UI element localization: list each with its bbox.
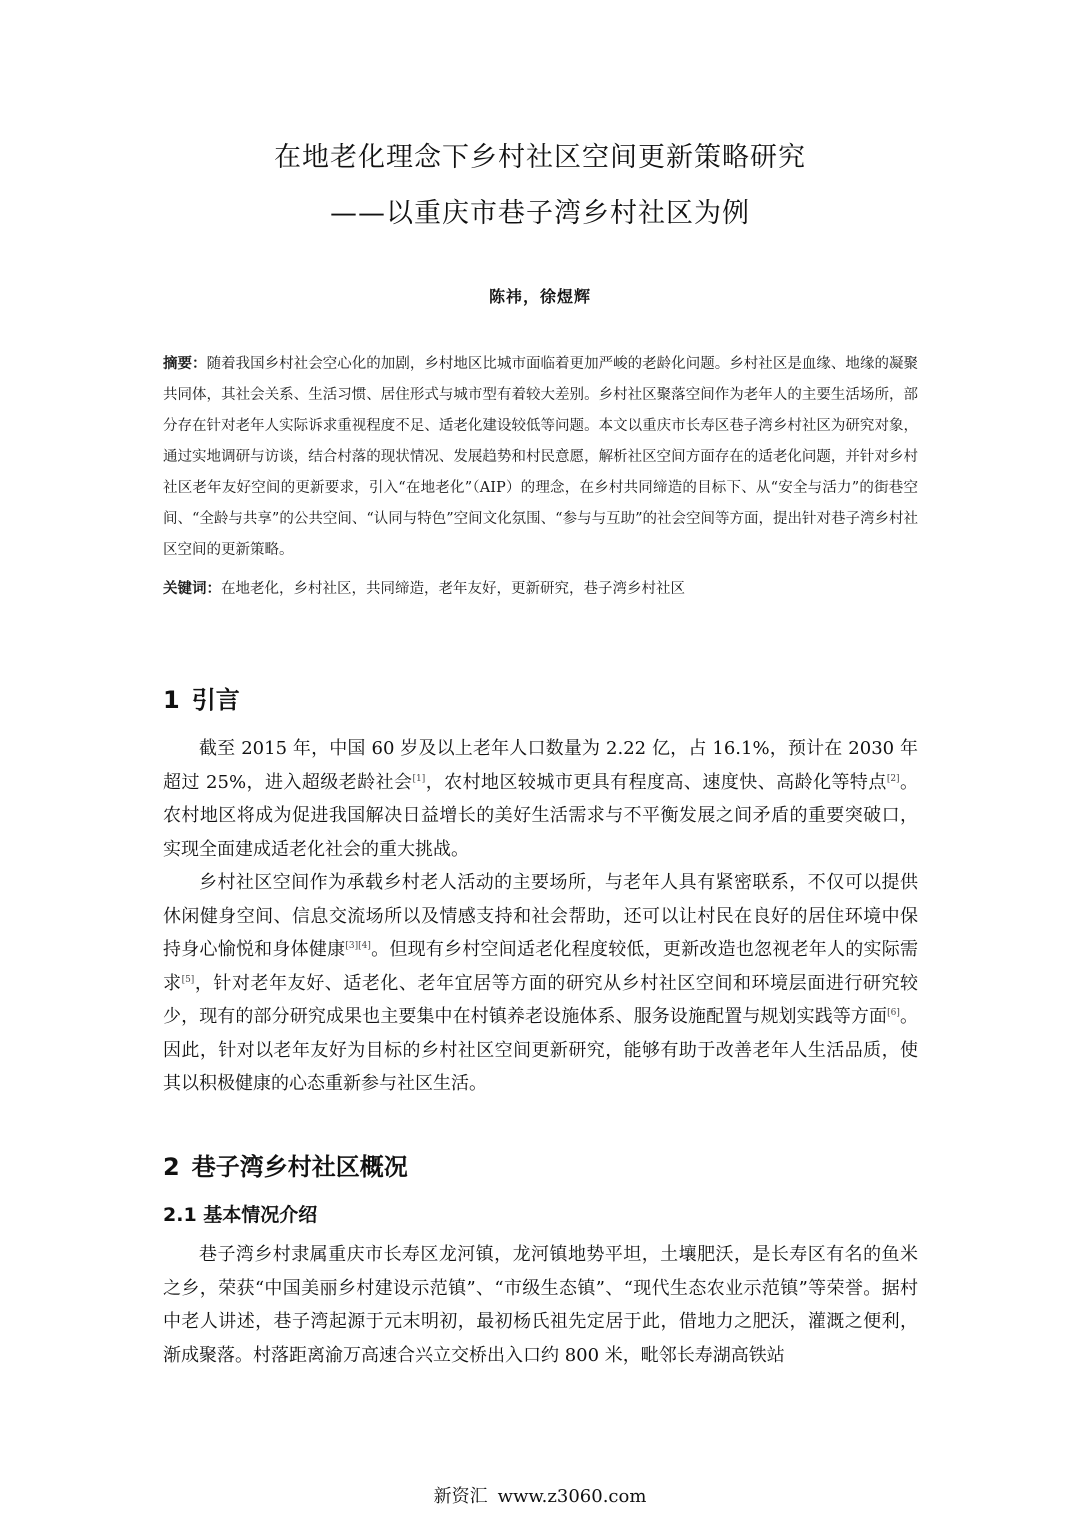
abstract-label: 摘要： bbox=[163, 355, 207, 372]
text-run: ，针对老年友好、适老化、老年宜居等方面的研究从乡村社区空间和环境层面进行研究较少，现有的部分研究成果也主要集中在村镇养老设施体系、服务设施配置与规划实践等方面 bbox=[163, 972, 919, 1027]
citation[interactable]: [2] bbox=[886, 773, 900, 784]
abstract-text: 随着我国乡村社会空心化的加剧，乡村地区比城市面临着更加严峻的老龄化问题。乡村社区是血缘、地缘的凝聚共同体，其社会关系、生活习惯、居住形式与城市型有着较大差别。乡村社区聚落空间作为老年人的主要生活场所，部分存在针对老年人实际诉求重视程度不足、适老化建设较低等问题。本文以重庆市长寿区巷子湾乡村社区为研究对象，通过实地调研与访谈，结合村落的现状情况、发展趋势和村民意愿，解析社区空间方面存在的适老化问题，并针对乡村社区老年友好空间的更新要求，引入“在地老化”（AIP）的理念，在乡村共同缔造的目标下、从“安全与活力”的街巷空间、“全龄与共享”的公共空间、“认同与特色”空间文化氛围、“参与与互助”的社会空间等方面，提出针对巷子湾乡村社区空间的更新策略。 bbox=[163, 356, 918, 558]
subsection-heading: 2.1 基本情况介绍 bbox=[163, 1204, 318, 1226]
paragraph bbox=[163, 732, 918, 866]
paper-title: 在地老化理念下乡村社区空间更新策略研究 bbox=[274, 142, 806, 173]
section-number: 1 bbox=[163, 686, 180, 714]
text-run: 。农村地区将成为促进我国解决日益增长的美好生活需求与不平衡发展之间矛盾的重要突破口，实现全面建成适老化社会的重大挑战。 bbox=[163, 771, 919, 860]
paragraph: 巷子湾乡村隶属重庆市长寿区龙河镇，龙河镇地势平坦，土壤肥沃，是长寿区有名的鱼米之乡，荣获“中国美丽乡村建设示范镇”、“市级生态镇”、“现代生态农业示范镇”等荣誉。据村中老人讲述，巷子湾起源于元末明初，最初杨氏祖先定居于此，借地力之肥沃，灌溉之便利，渐成聚落。村落距离渝万高速合兴立交桥出入口约 800 米，毗邻长寿湖高铁站 bbox=[163, 1244, 918, 1366]
footer-site-name: 新资汇 bbox=[433, 1486, 488, 1507]
keywords-label: 关键词： bbox=[163, 580, 221, 597]
section-heading-intro bbox=[163, 680, 240, 715]
paper-subtitle: ——以重庆市巷子湾乡村社区为例 bbox=[330, 198, 750, 229]
section-title: 引言 bbox=[191, 686, 240, 714]
text-run: 。但现有乡村空间适老化程度较低，更新改造也忽视老年人的实际需求 bbox=[163, 939, 918, 994]
overview-body bbox=[163, 1238, 918, 1372]
citation[interactable]: [5] bbox=[181, 974, 195, 985]
text-run: ，农村地区较城市更具有程度高、速度快、高龄化等特点 bbox=[425, 771, 887, 793]
citation[interactable]: [1] bbox=[412, 773, 426, 784]
authors: 陈祎，徐煜辉 bbox=[488, 287, 591, 306]
text-run: 截至 2015 年，中国 60 岁及以上老年人口数量为 2.22 亿，占 16.1%，预计在 2030 年超过 25%，进入超级老龄社会 bbox=[163, 738, 918, 793]
section-number: 2 bbox=[163, 1153, 180, 1181]
text-run: 乡村社区空间作为承载乡村老人活动的主要场所，与老年人具有紧密联系，不仅可以提供休闲健身空间、信息交流场所以及情感支持和社会帮助，还可以让村民在良好的居住环境中保持身心愉悦和身体健康 bbox=[163, 872, 918, 960]
page-footer bbox=[0, 1482, 1080, 1508]
citation[interactable]: [6] bbox=[887, 1008, 900, 1018]
keywords-text: 在地老化，乡村社区，共同缔造，老年友好，更新研究，巷子湾乡村社区 bbox=[221, 581, 685, 597]
intro-body bbox=[163, 732, 918, 1101]
paragraph bbox=[163, 866, 918, 1101]
section-heading-overview bbox=[163, 1147, 408, 1182]
keywords bbox=[163, 576, 918, 602]
footer-url[interactable]: www.z3060.com bbox=[497, 1486, 647, 1507]
citation[interactable]: [3][4] bbox=[345, 941, 371, 951]
text-run: 。因此，针对以老年友好为目标的乡村社区空间更新研究，能够有助于改善老年人生活品质，使其以积极健康的心态重新参与社区生活。 bbox=[163, 1006, 919, 1094]
section-title: 巷子湾乡村社区概况 bbox=[191, 1153, 408, 1181]
abstract bbox=[163, 348, 918, 566]
